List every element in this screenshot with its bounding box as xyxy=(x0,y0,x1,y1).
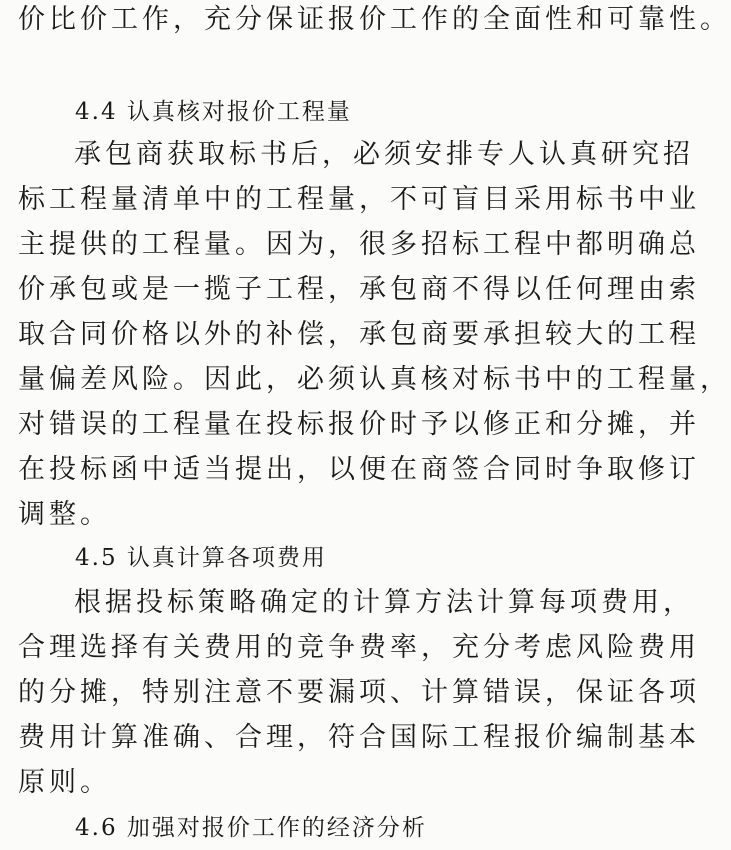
text-line-9: 对错误的工程量在投标报价时予以修正和分摊，并 xyxy=(18,409,700,440)
text-line-4: 标工程量清单中的工程量，不可盲目采用标书中业 xyxy=(18,184,700,215)
text-line-14: 合理选择有关费用的竞争费率，充分考虑风险费用 xyxy=(18,632,700,663)
text-line-6: 价承包或是一揽子工程，承包商不得以任何理由索 xyxy=(18,274,700,305)
section-heading-4-6: 4.6 加强对报价工作的经济分析 xyxy=(75,815,427,841)
text-line-13: 根据投标策略确定的计算方法计算每项费用， xyxy=(74,587,694,618)
text-line-5: 主提供的工程量。因为，很多招标工程中都明确总 xyxy=(18,229,700,260)
text-line-3: 承包商获取标书后，必须安排专人认真研究招 xyxy=(74,139,694,170)
text-line-7: 取合同价格以外的补偿，承包商要承担较大的工程 xyxy=(18,319,700,350)
text-line-11: 调整。 xyxy=(18,499,111,530)
text-line-15: 的分摊，特别注意不要漏项、计算错误，保证各项 xyxy=(18,677,700,708)
section-heading-4-5: 4.5 认真计算各项费用 xyxy=(75,545,327,571)
text-line-17: 原则。 xyxy=(18,767,111,798)
text-line-1: 价比价工作，充分保证报价工作的全面性和可靠性。 xyxy=(18,4,731,35)
text-line-8: 量偏差风险。因此，必须认真核对标书中的工程量， xyxy=(18,364,731,395)
text-line-10: 在投标函中适当提出，以便在商签合同时争取修订 xyxy=(18,454,700,485)
section-heading-4-4: 4.4 认真核对报价工程量 xyxy=(75,99,352,125)
text-line-16: 费用计算准确、合理，符合国际工程报价编制基本 xyxy=(18,722,700,753)
